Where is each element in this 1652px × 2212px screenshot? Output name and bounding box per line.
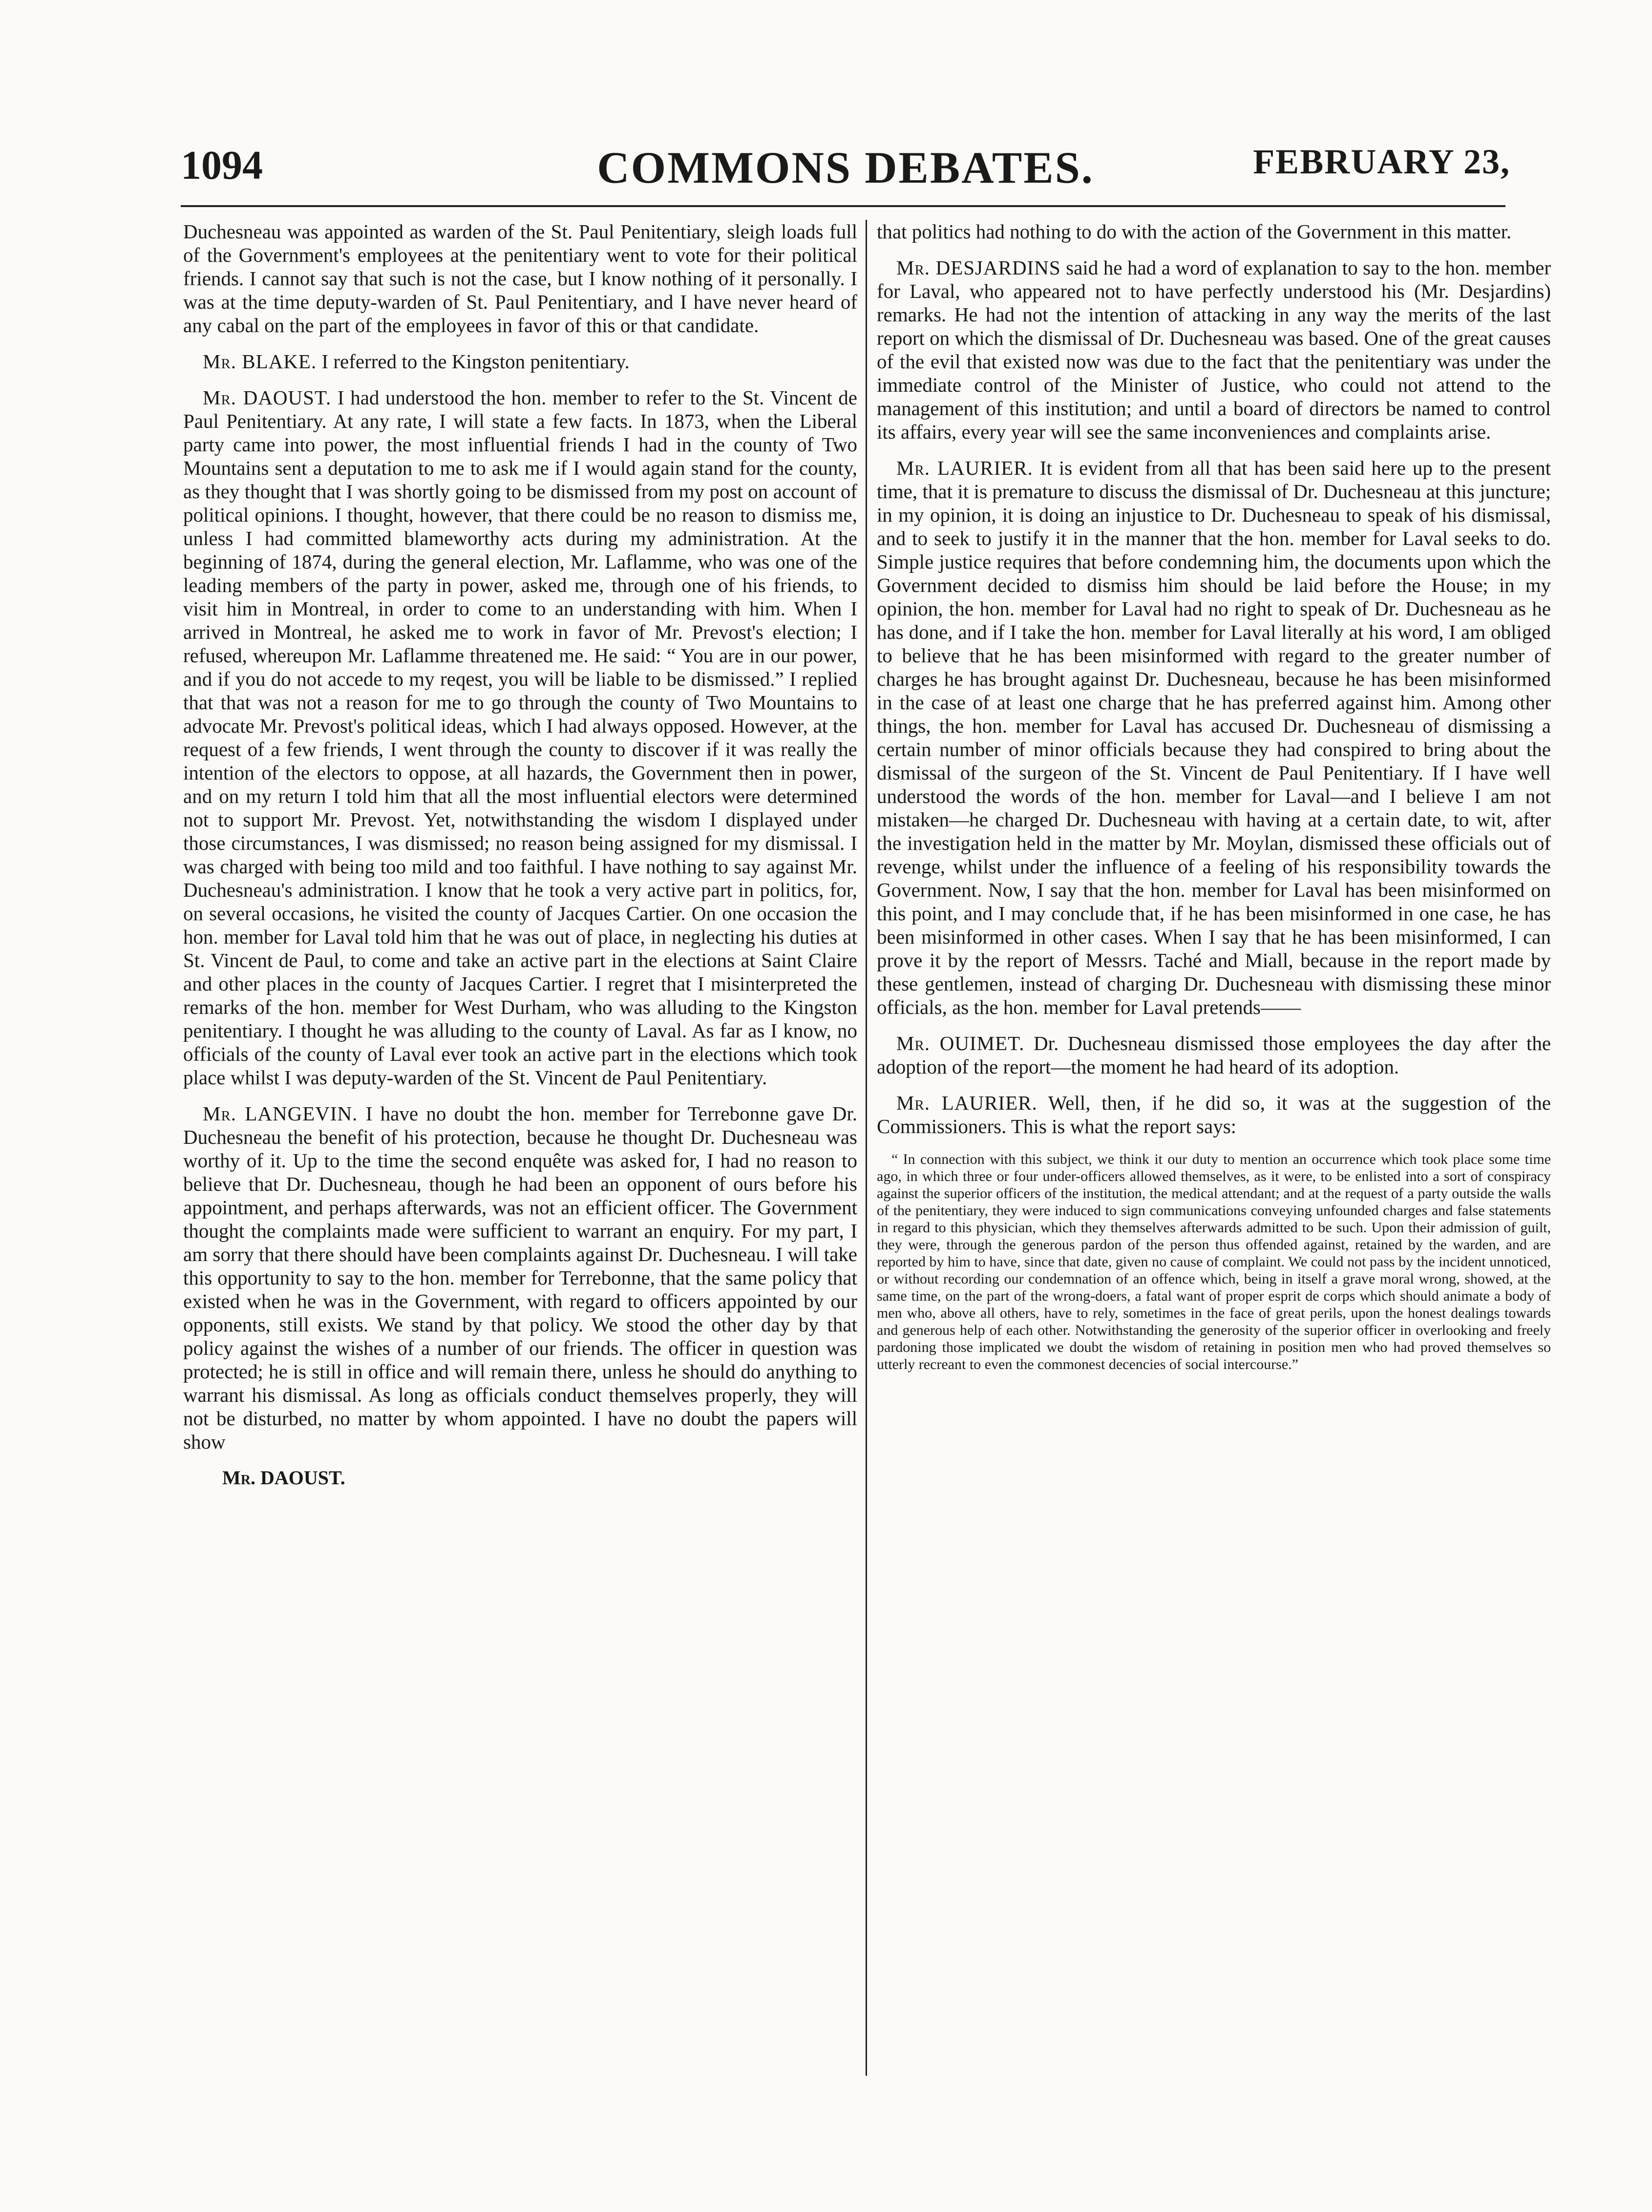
right-column (877, 220, 1551, 1373)
paragraph-text: Dr. Duchesneau dismissed those employees the day after the adoption of the report—the moment he had heard of its adoption. (877, 1032, 1551, 1078)
paragraph-text: I have no doubt the hon. member for Terrebonne gave Dr. Duchesneau the benefit of his protection, because he thought Dr. Duchesneau was worthy of it. Up to the time the second enquête was asked for, I had no reason to believe that Dr. Duchesneau, though he had been an opponent of ours before his appointment, and perhaps afterwards, was not an efficient officer. The Government thought the complaints made were sufficient to warrant an enquiry. For my part, I am sorry that there should have been complaints against Dr. Duchesneau. I will take this opportunity to say to the hon. member for Terrebonne, that the same policy that existed when he was in the Government, with regard to officers appointed by our opponents, still exists. We stand by that policy. We stood the other day by that policy against the wishes of a number of our friends. The officer in question was protected; he is still in office and will remain there, unless he should do anything to warrant his dismissal. As long as officials conduct themselves properly, they will not be disturbed, no matter by whom appointed. I have no doubt the papers will show (183, 1102, 858, 1453)
paragraph-text: Duchesneau was appointed as warden of the St. Paul Penitentiary, sleigh loads full of the Government's employees at the penitentiary went to vote for their political friends. I cannot say that such is not the case, but I know nothing of it personally. I was at the time deputy-warden of St. Paul Penitentiary, and I have never heard of any cabal on the part of the employees in favor of this or that candidate. (183, 220, 857, 337)
paragraph (183, 220, 857, 337)
paragraph (877, 456, 1551, 1019)
paragraph (183, 1102, 857, 1454)
paragraph-text: said he had a word of explanation to say to the hon. member for Laval, who appeared not to have perfectly understood his (Mr. Desjardins) remarks. He had not the intention of attacking in any way the merits of the last report on which the dismissal of Dr. Duchesneau was based. One of the great causes of the evil that existed now was due to the fact that the penitentiary was under the immediate control of the Minister of Justice, who could not attend to the management of this institution; and until a board of directors be named to control its affairs, every year will see the same inconveniences and complaints arise. (877, 256, 1551, 443)
paragraph-text: I had understood the hon. member to refer to the St. Vincent de Paul Penitentiary. At any rate, I will state a few facts. In 1873, when the Liberal party came into power, the most influential friends I had in the county of Two Mountains sent a deputation to me to ask me if I would again stand for the county, as they thought that I was shortly going to be dismissed from my post on account of political opinions. I thought, however, that there could be no reason to dismiss me, unless I had committed blameworthy acts during my administration. At the beginning of 1874, during the general election, Mr. Laflamme, who was one of the leading members of the party in power, asked me, through one of his friends, to visit him in Montreal, in order to come to an understanding with him. When I arrived in Montreal, he asked me to work in favor of Mr. Prevost's election; I refused, whereupon Mr. Laflamme threatened me. He said: “ You are in our power, and if you do not accede to my reqest, you will be liable to be dismissed.” I replied that that was not a reason for me to go through the county of Two Mountains to advocate Mr. Prevost's political ideas, which I had always opposed. However, at the request of a few friends, I went through the county to discover if it was really the intention of the electors to oppose, at all hazards, the Government then in power, and on my return I told him that all the most influential electors were determined not to support Mr. Prevost. Yet, notwithstanding the wisdom I displayed under those circumstances, I was dismissed; no reason being assigned for my dismissal. I was charged with being too mild and too faithful. I have nothing to say against Mr. Duchesneau's administration. I know that he took a very active part in politics, for, on several occasions, he visited the county of Jacques Cartier. On one occasion the hon. member for Laval told him that he was out of place, in neglecting his duties at St. Vincent de Paul, to come and take an active part in the elections at Saint Claire and other places in the county of Jacques Cartier. I regret that I misinterpreted the remarks of the hon. member for West Durham, who was alluding to the Kingston penitentiary. I thought he was alluding to the county of Laval. As far as I know, no officials of the county of Laval ever took an active part in the elections which took place whilst I was deputy-warden of the St. Vincent de Paul Penitentiary. (183, 386, 858, 1089)
column-divider (866, 220, 867, 2076)
paragraph (877, 220, 1551, 243)
speaker-name: Mr. LAURIER. (896, 1092, 1038, 1114)
report-quotation: “ In connection with this subject, we think it our duty to mention an occurrence which took place some time ago, in which three or four under-officers allowed themselves, as it were, to be enlisted into a sort of conspiracy against the superior officers of the institution, the medical attendant; and at the request of a party outside the walls of the penitentiary, they were induced to sign communications conveying unfounded charges and false statements in regard to this physician, which they themselves afterwards admitted to be such. Upon their admission of guilt, they were, through the generous pardon of the person thus offended against, retained by the warden, and are reported by him to have, since that date, given no cause of complaint. We could not pass by the incident unnoticed, or without recording our condemnation of an offence which, being in itself a grave moral wrong, showed, at the same time, on the part of the wrong-doers, a fatal want of proper esprit de corps which should animate a body of men who, above all others, have to rely, sometimes in the face of great perils, upon the honest dealings towards and generous help of each other. Notwithstanding the generosity of the superior officer in overlooking and freely pardoning those implicated we doubt the wisdom of retaining in position men who had proved themselves so utterly recreant to even the commonest decencies of social intercourse.” (877, 1151, 1551, 1372)
paragraph (877, 256, 1551, 443)
paragraph-text: Well, then, if he did so, it was at the suggestion of the Commissioners. This is what the report says: (877, 1092, 1551, 1138)
paragraph-text: I referred to the Kingston penitentiary. (321, 350, 630, 373)
paragraph (877, 1091, 1551, 1138)
page-date: FEBRUARY 23, (1253, 142, 1510, 181)
column-catchword: Mr. DAOUST. (222, 1467, 345, 1489)
paragraph (183, 386, 857, 1089)
speaker-name: Mr. DAOUST. (203, 386, 332, 409)
speaker-name: Mr. BLAKE. (203, 350, 317, 373)
speaker-name: Mr. OUIMET. (896, 1032, 1025, 1054)
header-rule (181, 205, 1505, 207)
paragraph (183, 350, 857, 373)
paragraph-text: that politics had nothing to do with the action of the Government in this matter. (877, 220, 1512, 243)
speaker-name: Mr. DESJARDINS (896, 256, 1061, 279)
speaker-name: Mr. LANGEVIN. (203, 1102, 358, 1125)
page-number: 1094 (181, 143, 263, 188)
paragraph-text: It is evident from all that has been said here up to the present time, that it is premature to discuss the dismissal of Dr. Duchesneau at this juncture; in my opinion, it is doing an injustice to Dr. Duchesneau to speak of his dismissal, and to seek to justify it in the manner that the hon. member for Laval seeks to do. Simple justice requires that before condemning him, the documents upon which the Government decided to dismiss him should be laid before the House; in my opinion, the hon. member for Laval had no right to speak of Dr. Duchesneau as he has done, and if I take the hon. member for Laval literally at his word, I am obliged to believe that he has been misinformed with regard to the greater number of charges he has brought against Dr. Duchesneau, because he has been misinformed in the case of at least one charge that he has preferred against him. Among other things, the hon. member for Laval has accused Dr. Duchesneau of dismissing a certain number of minor officials because they had conspired to bring about the dismissal of the surgeon of the St. Vincent de Paul Penitentiary. If I have well understood the words of the hon. member for Laval—and I believe I am not mistaken—he charged Dr. Duchesneau with having at a certain date, to wit, after the investigation held in the matter by Mr. Moylan, dismissed these officials out of revenge, whilst under the influence of a feeling of his responsibility towards the Government. Now, I say that the hon. member for Laval has been misinformed on this point, and I may conclude that, if he has been misinformed in one case, he has been misinformed in other cases. When I say that he has been misinformed, I can prove it by the report of Messrs. Taché and Miall, because in the report made by these gentlemen, instead of charging Dr. Duchesneau with dismissing these minor officials, as the hon. member for Laval pretends—— (877, 457, 1551, 1018)
paragraph (877, 1032, 1551, 1078)
page-header (181, 142, 1510, 205)
running-title: COMMONS DEBATES. (597, 143, 1094, 192)
speaker-name: Mr. LAURIER. (896, 457, 1033, 479)
left-column (183, 220, 857, 1490)
